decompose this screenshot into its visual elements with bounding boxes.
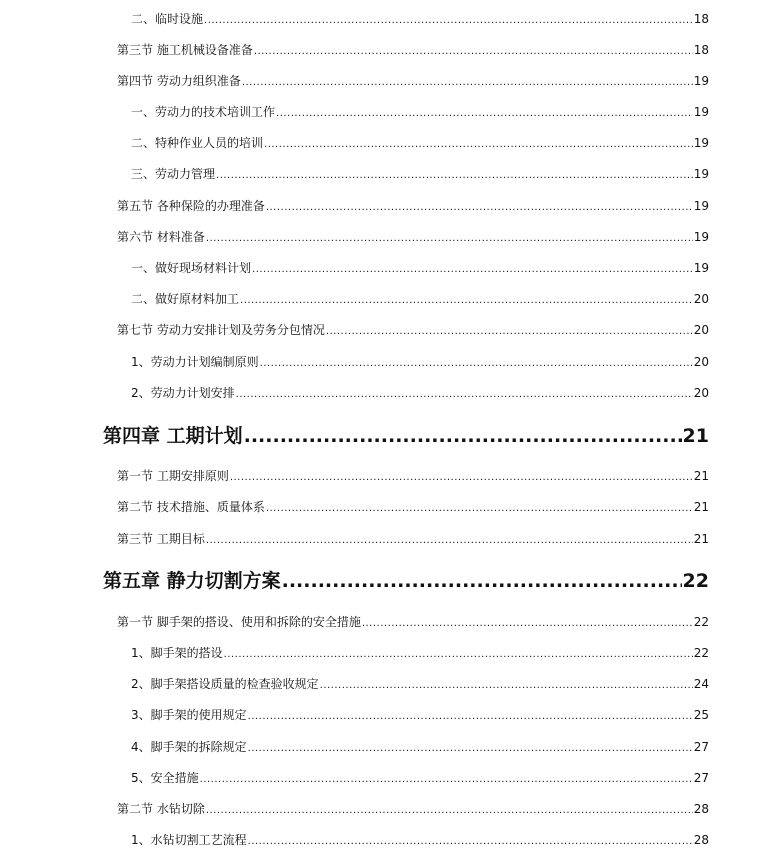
toc-entry[interactable] [117, 72, 709, 89]
toc-entry-title: 三、劳动力管理 [131, 167, 216, 181]
toc-entry-title: 4、脚手架的拆除规定 [131, 740, 247, 754]
toc-entry-page: 28 [693, 802, 709, 816]
toc-entry[interactable] [131, 769, 709, 786]
toc-dot-leader [224, 649, 693, 660]
toc-entry-title: 2、脚手架搭设质量的检查验收规定 [131, 677, 319, 691]
toc-dot-leader [236, 389, 693, 400]
toc-entry-title: 二、特种作业人员的培训 [131, 136, 264, 150]
toc-entry-title: 第六节 材料准备 [117, 230, 205, 244]
toc-dot-leader [282, 570, 682, 592]
toc-chapter-entry[interactable] [103, 421, 709, 448]
toc-entry-title: 一、劳动力的技术培训工作 [131, 105, 276, 119]
toc-entry[interactable] [131, 259, 709, 276]
toc-entry-page: 20 [693, 292, 709, 306]
toc-entry[interactable] [117, 498, 709, 515]
toc-entry[interactable] [131, 290, 709, 307]
toc-entry-page: 22 [693, 646, 709, 660]
toc-entry-page: 27 [693, 771, 709, 785]
toc-entry[interactable] [131, 831, 709, 848]
toc-dot-leader [240, 295, 693, 306]
toc-entry-page: 21 [693, 532, 709, 546]
toc-entry[interactable] [131, 738, 709, 755]
toc-entry-page: 19 [693, 261, 709, 275]
toc-dot-leader [264, 139, 693, 150]
toc-entry-title: 第三节 工期目标 [117, 532, 205, 546]
toc-entry[interactable] [131, 644, 709, 661]
toc-entry[interactable] [131, 10, 709, 27]
toc-entry-title: 5、安全措施 [131, 771, 199, 785]
toc-entry-page: 21 [693, 469, 709, 483]
toc-entry-page: 20 [693, 323, 709, 337]
toc-entry[interactable] [117, 467, 709, 484]
toc-entry-title: 一、做好现场材料计划 [131, 261, 252, 275]
toc-entry[interactable] [131, 103, 709, 120]
toc-entry-page: 28 [693, 833, 709, 847]
toc-entry-page: 18 [693, 43, 709, 57]
toc-entry[interactable] [117, 228, 709, 245]
toc-dot-leader [362, 618, 693, 629]
toc-entry-page: 24 [693, 677, 709, 691]
toc-entry[interactable] [131, 706, 709, 723]
toc-dot-leader [248, 743, 693, 754]
toc-entry-title: 第一节 工期安排原则 [117, 469, 229, 483]
toc-entry[interactable] [131, 134, 709, 151]
toc-entry-page: 22 [682, 570, 709, 592]
toc-entry[interactable] [117, 41, 709, 58]
toc-dot-leader [260, 358, 693, 369]
toc-dot-leader [248, 711, 693, 722]
toc-entry[interactable] [131, 384, 709, 401]
toc-entry-title: 二、临时设施 [131, 12, 204, 26]
toc-entry-page: 19 [693, 105, 709, 119]
toc-entry-page: 27 [693, 740, 709, 754]
toc-entry-page: 20 [693, 386, 709, 400]
toc-entry-page: 19 [693, 136, 709, 150]
toc-chapter-entry[interactable] [103, 566, 709, 593]
toc-entry-page: 19 [693, 74, 709, 88]
toc-dot-leader [204, 15, 693, 26]
toc-dot-leader [252, 264, 693, 275]
toc-entry[interactable] [131, 675, 709, 692]
toc-entry[interactable] [131, 353, 709, 370]
toc-entry-title: 2、劳动力计划安排 [131, 386, 235, 400]
toc-entry-page: 21 [682, 425, 709, 447]
toc-entry-title: 第五节 各种保险的办理准备 [117, 199, 265, 213]
toc-dot-leader [200, 774, 693, 785]
toc-entry-title: 1、劳动力计划编制原则 [131, 355, 259, 369]
toc-entry-title: 第二节 技术措施、质量体系 [117, 500, 265, 514]
toc-entry-title: 第四节 劳动力组织准备 [117, 74, 241, 88]
toc-dot-leader [242, 77, 693, 88]
toc-dot-leader [206, 535, 693, 546]
toc-dot-leader [266, 503, 693, 514]
toc-entry-page: 22 [693, 615, 709, 629]
toc-dot-leader [266, 202, 693, 213]
toc-entry[interactable] [117, 613, 709, 630]
toc-entry-page: 25 [693, 708, 709, 722]
toc-dot-leader [216, 170, 693, 181]
toc-entry-page: 19 [693, 167, 709, 181]
toc-dot-leader [254, 46, 693, 57]
toc-entry-page: 19 [693, 230, 709, 244]
toc-dot-leader [320, 680, 693, 691]
toc-entry-title: 1、脚手架的搭设 [131, 646, 223, 660]
toc-dot-leader [326, 326, 693, 337]
toc-entry[interactable] [117, 800, 709, 817]
toc-dot-leader [276, 108, 693, 119]
toc-dot-leader [244, 425, 682, 447]
toc-dot-leader [206, 805, 693, 816]
toc-entry-page: 21 [693, 500, 709, 514]
toc-entry-page: 20 [693, 355, 709, 369]
toc-entry[interactable] [117, 321, 709, 338]
toc-entry-page: 18 [693, 12, 709, 26]
toc-dot-leader [248, 836, 693, 847]
toc-entry-title: 3、脚手架的使用规定 [131, 708, 247, 722]
toc-dot-leader [206, 233, 693, 244]
toc-entry-title: 第五章 静力切割方案 [103, 570, 281, 592]
toc-entry[interactable] [131, 165, 709, 182]
toc-entry-title: 第三节 施工机械设备准备 [117, 43, 253, 57]
toc-entry-title: 第二节 水钻切除 [117, 802, 205, 816]
toc-entry-title: 第七节 劳动力安排计划及劳务分包情况 [117, 323, 325, 337]
toc-entry-title: 第一节 脚手架的搭设、使用和拆除的安全措施 [117, 615, 361, 629]
toc-entry-page: 19 [693, 199, 709, 213]
toc-entry-title: 1、水钻切割工艺流程 [131, 833, 247, 847]
toc-entry[interactable] [117, 197, 709, 214]
toc-entry[interactable] [117, 530, 709, 547]
toc-entry-title: 二、做好原材料加工 [131, 292, 240, 306]
toc-entry-title: 第四章 工期计划 [103, 425, 243, 447]
toc-dot-leader [230, 472, 693, 483]
